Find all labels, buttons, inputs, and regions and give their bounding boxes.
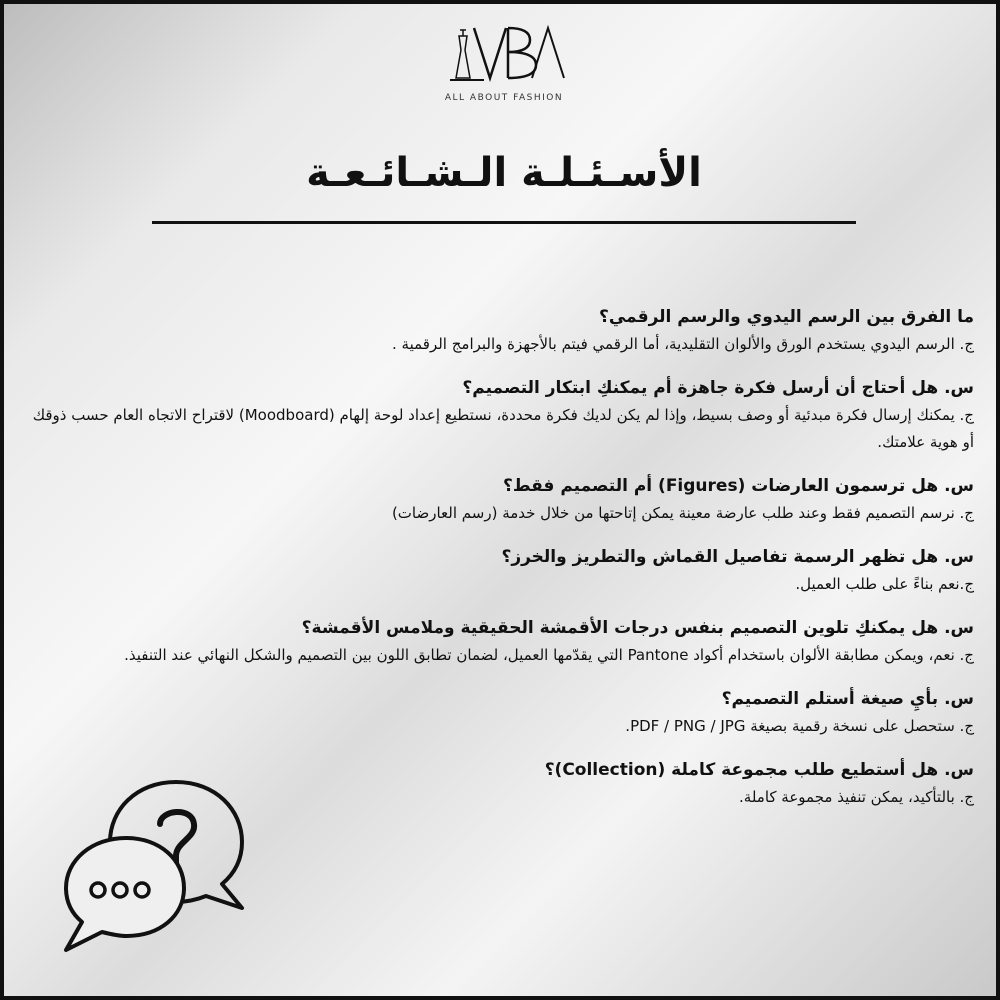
faq-item	[26, 686, 974, 740]
faq-answer: ج. بالتأكيد، يمكن تنفيذ مجموعة كاملة.	[739, 788, 974, 806]
faq-question: س. بأيِ صيغة أستلم التصميم؟	[721, 689, 974, 709]
faq-answer: ج. يمكنك إرسال فكرة مبدئية أو وصف بسيط، وإذا لم يكن لديك فكرة محددة، نستطيع إعداد لوحة إلهام (Moodboard) لاقتراح الاتجاه العام حسب ذوقك أو هوية علامتك.	[32, 406, 974, 451]
faq-item	[26, 473, 974, 527]
faq-question: س. هل أحتاج أن أرسل فكرة جاهزة أم يمكنكِ ابتكار التصميم؟	[462, 378, 974, 398]
faq-answer: ج.نعم بناءً على طلب العميل.	[795, 575, 974, 593]
vb-fashion-logo-icon	[444, 22, 566, 86]
faq-question: س. هل تظهر الرسمة تفاصيل القماش والتطريز والخرز؟	[501, 547, 974, 567]
speech-bubbles-question-icon	[56, 776, 262, 962]
faq-answer: ج. نعم، ويمكن مطابقة الألوان باستخدام أكواد Pantone التي يقدّمها العميل، لضمان تطابق اللون بين التصميم والشكل النهائي عند التنفيذ.	[124, 646, 974, 664]
title-divider	[152, 221, 856, 224]
faq-question: س. هل أستطيع طلب مجموعة كاملة (Collection)؟	[544, 760, 974, 780]
faq-item	[26, 375, 974, 456]
faq-list	[26, 304, 974, 828]
faq-question: س. هل ترسمون العارضات (Figures) أم التصميم فقط؟	[503, 476, 974, 496]
faq-answer: ج. الرسم اليدوي يستخدم الورق والألوان التقليدية، أما الرقمي فيتم بالأجهزة والبرامج الرقمية .	[392, 335, 974, 353]
faq-question: ما الفرق بين الرسم اليدوي والرسم الرقمي؟	[599, 307, 974, 327]
faq-item	[26, 304, 974, 358]
page-title: الأسـئـلـة الـشـائـعـة	[306, 150, 702, 196]
faq-question: س. هل يمكنكِ تلوين التصميم بنفس درجات الأقمشة الحقيقية وملامس الأقمشة؟	[301, 618, 974, 638]
faq-answer: ج. ستحصل على نسخة رقمية بصيغة PDF / PNG / JPG.	[625, 717, 974, 735]
faq-answer: ج. نرسم التصميم فقط وعند طلب عارضة معينة يمكن إتاحتها من خلال خدمة (رسم العارضات)	[391, 504, 974, 522]
faq-item	[26, 615, 974, 669]
brand-tagline: ALL ABOUT FASHION	[444, 93, 564, 103]
faq-item	[26, 544, 974, 598]
